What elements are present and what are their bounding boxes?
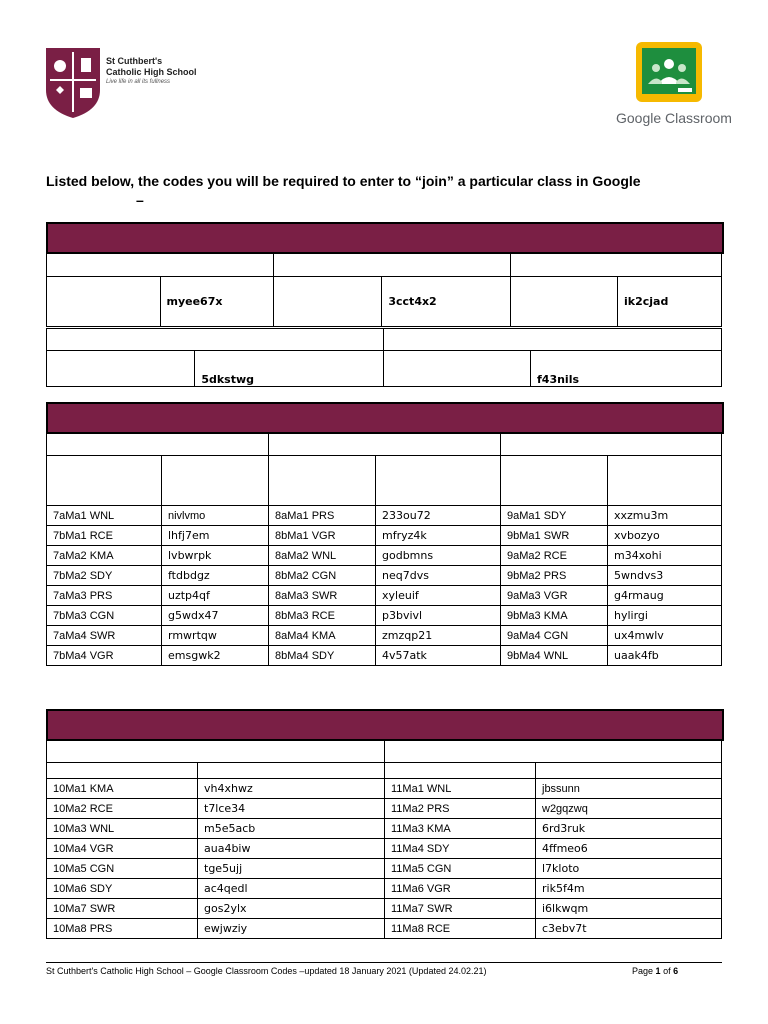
class-name: 10Ma5 CGN xyxy=(47,859,198,879)
table-row xyxy=(47,546,722,566)
class-code: ac4qedl xyxy=(198,879,385,899)
table-row xyxy=(47,606,722,626)
class-code: g4rmaug xyxy=(608,586,722,606)
section2-table xyxy=(46,433,722,666)
class-name: 11Ma2 PRS xyxy=(385,799,536,819)
class-name: 10Ma8 PRS xyxy=(47,919,198,939)
table-cell xyxy=(47,277,161,327)
class-code: mfryz4k xyxy=(376,526,501,546)
table-cell xyxy=(47,456,162,506)
class-code: ik2cjad xyxy=(618,277,722,327)
class-code: ftdbdgz xyxy=(162,566,269,586)
footer-rule xyxy=(46,962,722,963)
table-row xyxy=(47,586,722,606)
page-label: Page xyxy=(632,966,654,976)
table-row xyxy=(47,779,722,799)
class-name: 9aMa1 SDY xyxy=(501,506,608,526)
class-name: 10Ma4 VGR xyxy=(47,839,198,859)
class-code: ux4mwlv xyxy=(608,626,722,646)
table-cell xyxy=(511,253,722,277)
page-number xyxy=(632,966,678,976)
class-name: 7aMa2 KMA xyxy=(47,546,162,566)
table-cell xyxy=(198,763,385,779)
class-code: xxzmu3m xyxy=(608,506,722,526)
class-code: ewjwziy xyxy=(198,919,385,939)
table-row xyxy=(47,799,722,819)
class-code: uztp4qf xyxy=(162,586,269,606)
google-classroom-label: Google Classroom xyxy=(616,110,732,126)
table-cell xyxy=(269,456,376,506)
intro-line1: Listed below, the codes you will be required to enter to “join” a particular class in Google xyxy=(46,173,641,189)
class-code: hylirgi xyxy=(608,606,722,626)
class-name: 10Ma2 RCE xyxy=(47,799,198,819)
class-name: 9aMa4 CGN xyxy=(501,626,608,646)
class-code: l7kloto xyxy=(536,859,722,879)
table-cell xyxy=(274,277,382,327)
class-code: neq7dvs xyxy=(376,566,501,586)
class-code: rik5f4m xyxy=(536,879,722,899)
page-total: 6 xyxy=(673,966,679,976)
class-name: 10Ma1 KMA xyxy=(47,779,198,799)
table-row xyxy=(47,506,722,526)
class-name: 7bMa3 CGN xyxy=(47,606,162,626)
table-cell xyxy=(376,456,501,506)
page-of: of xyxy=(663,966,671,976)
section1-table xyxy=(46,252,722,327)
class-code: 4ffmeo6 xyxy=(536,839,722,859)
table-cell xyxy=(385,763,536,779)
table-cell xyxy=(501,434,722,456)
class-name: 8bMa2 CGN xyxy=(269,566,376,586)
google-classroom-icon xyxy=(636,42,702,102)
google-classroom-logo xyxy=(612,42,732,132)
class-code: vh4xhwz xyxy=(198,779,385,799)
class-name: 7bMa1 RCE xyxy=(47,526,162,546)
table-row xyxy=(47,819,722,839)
class-code: 3cct4x2 xyxy=(382,277,511,327)
section3-header-bar xyxy=(46,709,724,741)
section1-table-row2 xyxy=(46,328,722,387)
class-name: 7aMa1 WNL xyxy=(47,506,162,526)
table-row xyxy=(47,646,722,666)
page-current: 1 xyxy=(655,966,661,976)
class-name: 9aMa3 VGR xyxy=(501,586,608,606)
class-code: godbmns xyxy=(376,546,501,566)
table-row xyxy=(47,919,722,939)
class-name: 8aMa1 PRS xyxy=(269,506,376,526)
class-name: 8aMa4 KMA xyxy=(269,626,376,646)
class-name: 9bMa2 PRS xyxy=(501,566,608,586)
table-cell xyxy=(384,351,531,387)
class-code: nivlvmo xyxy=(162,506,269,526)
class-name: 11Ma5 CGN xyxy=(385,859,536,879)
footer-text: St Cuthbert's Catholic High School – Google Classroom Codes –updated 18 January 2021 (Updated 24.02.21) xyxy=(46,966,487,976)
school-motto: Live life in all its fullness xyxy=(106,79,171,85)
class-code: 4v57atk xyxy=(376,646,501,666)
table-cell xyxy=(47,741,385,763)
table-cell xyxy=(269,434,501,456)
table-cell xyxy=(274,253,511,277)
class-name: 9bMa4 WNL xyxy=(501,646,608,666)
class-code: tge5ujj xyxy=(198,859,385,879)
table-row xyxy=(47,526,722,546)
class-name: 8aMa3 SWR xyxy=(269,586,376,606)
class-name: 8aMa2 WNL xyxy=(269,546,376,566)
class-code: i6lkwqm xyxy=(536,899,722,919)
section1-header-bar xyxy=(46,222,724,254)
class-name: 9bMa3 KMA xyxy=(501,606,608,626)
class-name: 9aMa2 RCE xyxy=(501,546,608,566)
class-name: 8bMa1 VGR xyxy=(269,526,376,546)
class-code: 6rd3ruk xyxy=(536,819,722,839)
table-row xyxy=(47,859,722,879)
school-crest-icon xyxy=(44,46,102,120)
table-cell xyxy=(385,741,722,763)
class-name: 11Ma7 SWR xyxy=(385,899,536,919)
class-code: aua4biw xyxy=(198,839,385,859)
class-name: 7bMa2 SDY xyxy=(47,566,162,586)
table-row xyxy=(47,839,722,859)
class-name: 10Ma7 SWR xyxy=(47,899,198,919)
table-cell xyxy=(511,277,618,327)
table-cell xyxy=(47,329,384,351)
class-name: 10Ma6 SDY xyxy=(47,879,198,899)
table-cell xyxy=(47,351,195,387)
class-code: emsgwk2 xyxy=(162,646,269,666)
class-code: rmwrtqw xyxy=(162,626,269,646)
class-code: m5e5acb xyxy=(198,819,385,839)
class-code: zmzqp21 xyxy=(376,626,501,646)
table-cell xyxy=(608,456,722,506)
school-logo xyxy=(44,46,196,120)
class-name: 10Ma3 WNL xyxy=(47,819,198,839)
class-code: xyleuif xyxy=(376,586,501,606)
table-row xyxy=(47,626,722,646)
class-code: p3bvivl xyxy=(376,606,501,626)
class-code: f43nils xyxy=(531,351,722,387)
table-row xyxy=(47,899,722,919)
intro-line2: – xyxy=(136,192,144,208)
class-name: 11Ma3 KMA xyxy=(385,819,536,839)
class-code: g5wdx47 xyxy=(162,606,269,626)
class-code: uaak4fb xyxy=(608,646,722,666)
table-row xyxy=(47,566,722,586)
class-name: 9bMa1 SWR xyxy=(501,526,608,546)
school-name-line1: St Cuthbert's xyxy=(106,56,163,66)
class-code: 5wndvs3 xyxy=(608,566,722,586)
class-code: jbssunn xyxy=(536,779,722,799)
class-code: lvbwrpk xyxy=(162,546,269,566)
class-name: 11Ma6 VGR xyxy=(385,879,536,899)
class-name: 11Ma1 WNL xyxy=(385,779,536,799)
table-row xyxy=(47,879,722,899)
class-name: 7aMa4 SWR xyxy=(47,626,162,646)
class-code: xvbozyo xyxy=(608,526,722,546)
class-code: 233ou72 xyxy=(376,506,501,526)
table-cell xyxy=(47,434,269,456)
class-name: 8bMa4 SDY xyxy=(269,646,376,666)
class-name: 11Ma4 SDY xyxy=(385,839,536,859)
class-code: 5dkstwg xyxy=(195,351,384,387)
table-cell xyxy=(47,763,198,779)
class-code: t7lce34 xyxy=(198,799,385,819)
class-code: gos2ylx xyxy=(198,899,385,919)
class-code: m34xohi xyxy=(608,546,722,566)
table-cell xyxy=(384,329,722,351)
table-cell xyxy=(536,763,722,779)
class-name: 8bMa3 RCE xyxy=(269,606,376,626)
class-name: 7bMa4 VGR xyxy=(47,646,162,666)
class-code: c3ebv7t xyxy=(536,919,722,939)
class-name: 11Ma8 RCE xyxy=(385,919,536,939)
section2-header-bar xyxy=(46,402,724,434)
table-cell xyxy=(47,253,274,277)
section3-table xyxy=(46,740,722,939)
school-name-line2: Catholic High School xyxy=(106,67,197,77)
class-code: lhfj7em xyxy=(162,526,269,546)
class-code: myee67x xyxy=(160,277,274,327)
class-code: w2gqzwq xyxy=(536,799,722,819)
table-cell xyxy=(162,456,269,506)
table-cell xyxy=(501,456,608,506)
class-name: 7aMa3 PRS xyxy=(47,586,162,606)
